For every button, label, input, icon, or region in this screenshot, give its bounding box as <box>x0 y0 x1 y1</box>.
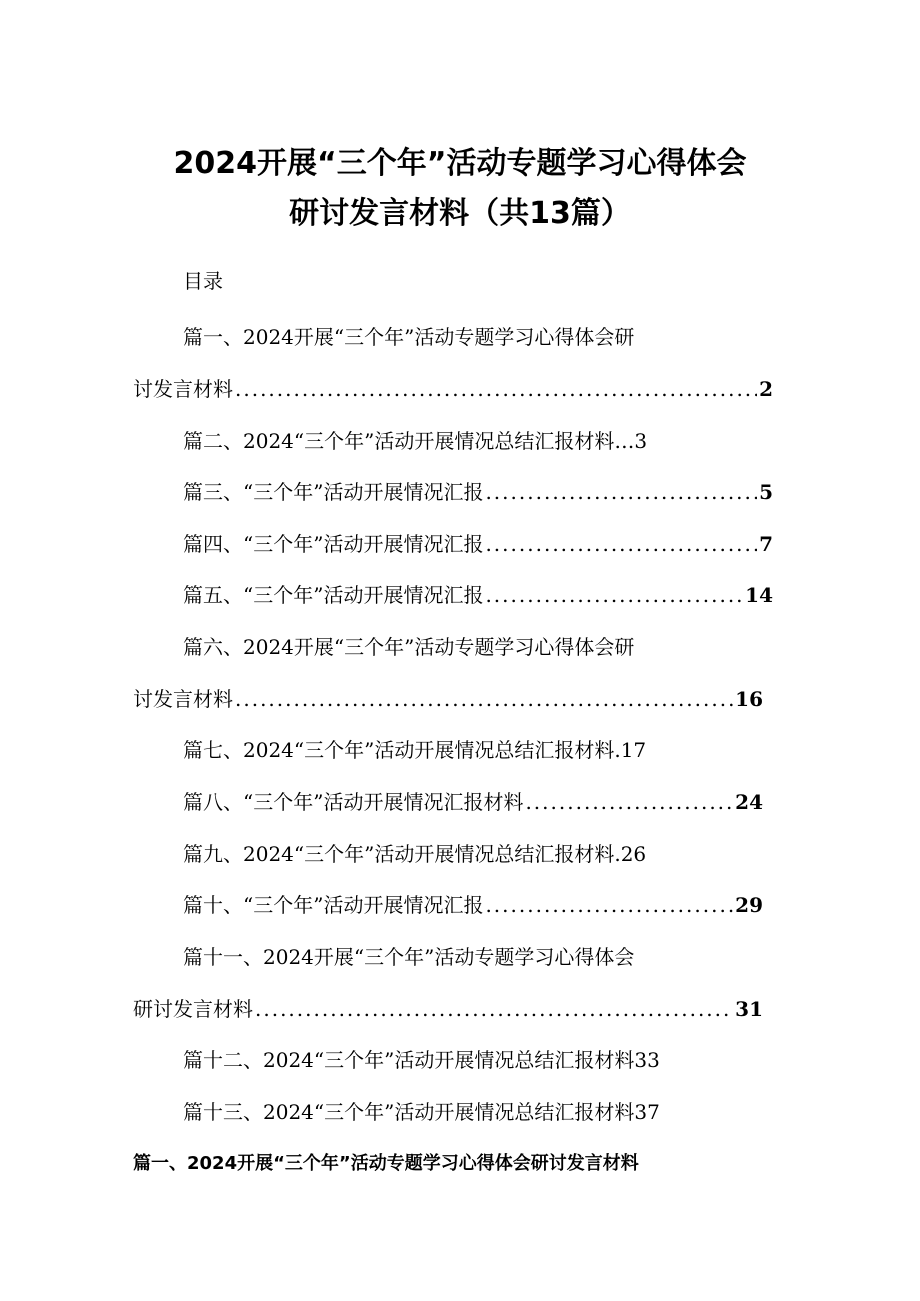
toc-heading: 目录 <box>183 269 223 293</box>
toc-entry-8[interactable] <box>183 787 763 817</box>
toc-page-number: 2 <box>759 377 773 401</box>
toc-entry-1-line-1[interactable]: 篇一、2024开展“三个年”活动专题学习心得体会研 <box>183 325 635 349</box>
toc-leader-dots <box>255 994 733 1024</box>
toc-entry-label: 篇八、“三个年”活动开展情况汇报材料 <box>183 790 524 814</box>
toc-page-number: 14 <box>745 583 773 607</box>
toc-entry-4[interactable] <box>183 529 773 559</box>
toc-entry-10[interactable] <box>183 890 763 920</box>
toc-leader-dots <box>235 374 757 404</box>
toc-page-number: 29 <box>735 893 763 917</box>
toc-entry-9[interactable]: 篇九、2024“三个年”活动开展情况总结汇报材料.26 <box>183 842 647 866</box>
toc-entry-7[interactable]: 篇七、2024“三个年”活动开展情况总结汇报材料.17 <box>183 738 647 762</box>
toc-leader-dots <box>235 684 733 714</box>
toc-entry-11-line-1[interactable]: 篇十一、2024开展“三个年”活动专题学习心得体会 <box>183 945 635 969</box>
toc-entry-2[interactable]: 篇二、2024“三个年”活动开展情况总结汇报材料…3 <box>183 429 648 453</box>
toc-entry-label: 讨发言材料 <box>133 377 233 401</box>
toc-page-number: 7 <box>759 532 773 556</box>
toc-entry-label: 研讨发言材料 <box>133 997 253 1021</box>
toc-entry-label: 讨发言材料 <box>133 687 233 711</box>
document-title-line-1: 2024开展“三个年”活动专题学习心得体会 <box>173 146 747 181</box>
document-title-line-2: 研讨发言材料（共13篇） <box>289 196 631 231</box>
toc-leader-dots <box>485 580 743 610</box>
toc-entry-11-line-2[interactable] <box>133 994 763 1024</box>
toc-entry-6-line-1[interactable]: 篇六、2024开展“三个年”活动专题学习心得体会研 <box>183 635 635 659</box>
toc-page-number: 5 <box>759 480 773 504</box>
toc-leader-dots <box>485 890 733 920</box>
toc-entry-1-line-2[interactable] <box>133 374 773 404</box>
toc-entry-label: 篇四、“三个年”活动开展情况汇报 <box>183 532 484 556</box>
toc-entry-3[interactable] <box>183 477 773 507</box>
toc-entry-label: 篇五、“三个年”活动开展情况汇报 <box>183 583 484 607</box>
toc-entry-label: 篇十、“三个年”活动开展情况汇报 <box>183 893 484 917</box>
toc-entry-6-line-2[interactable] <box>133 684 763 714</box>
toc-leader-dots <box>485 477 757 507</box>
toc-page-number: 31 <box>735 997 763 1021</box>
toc-entry-13[interactable]: 篇十三、2024“三个年”活动开展情况总结汇报材料37 <box>183 1100 660 1124</box>
toc-leader-dots <box>485 529 757 559</box>
toc-entry-5[interactable] <box>183 580 773 610</box>
toc-entry-12[interactable]: 篇十二、2024“三个年”活动开展情况总结汇报材料33 <box>183 1048 660 1072</box>
section-heading: 篇一、2024开展“三个年”活动专题学习心得体会研讨发言材料 <box>133 1153 639 1174</box>
toc-page-number: 16 <box>735 687 763 711</box>
toc-leader-dots <box>525 787 733 817</box>
toc-entry-label: 篇三、“三个年”活动开展情况汇报 <box>183 480 484 504</box>
toc-page-number: 24 <box>735 790 763 814</box>
